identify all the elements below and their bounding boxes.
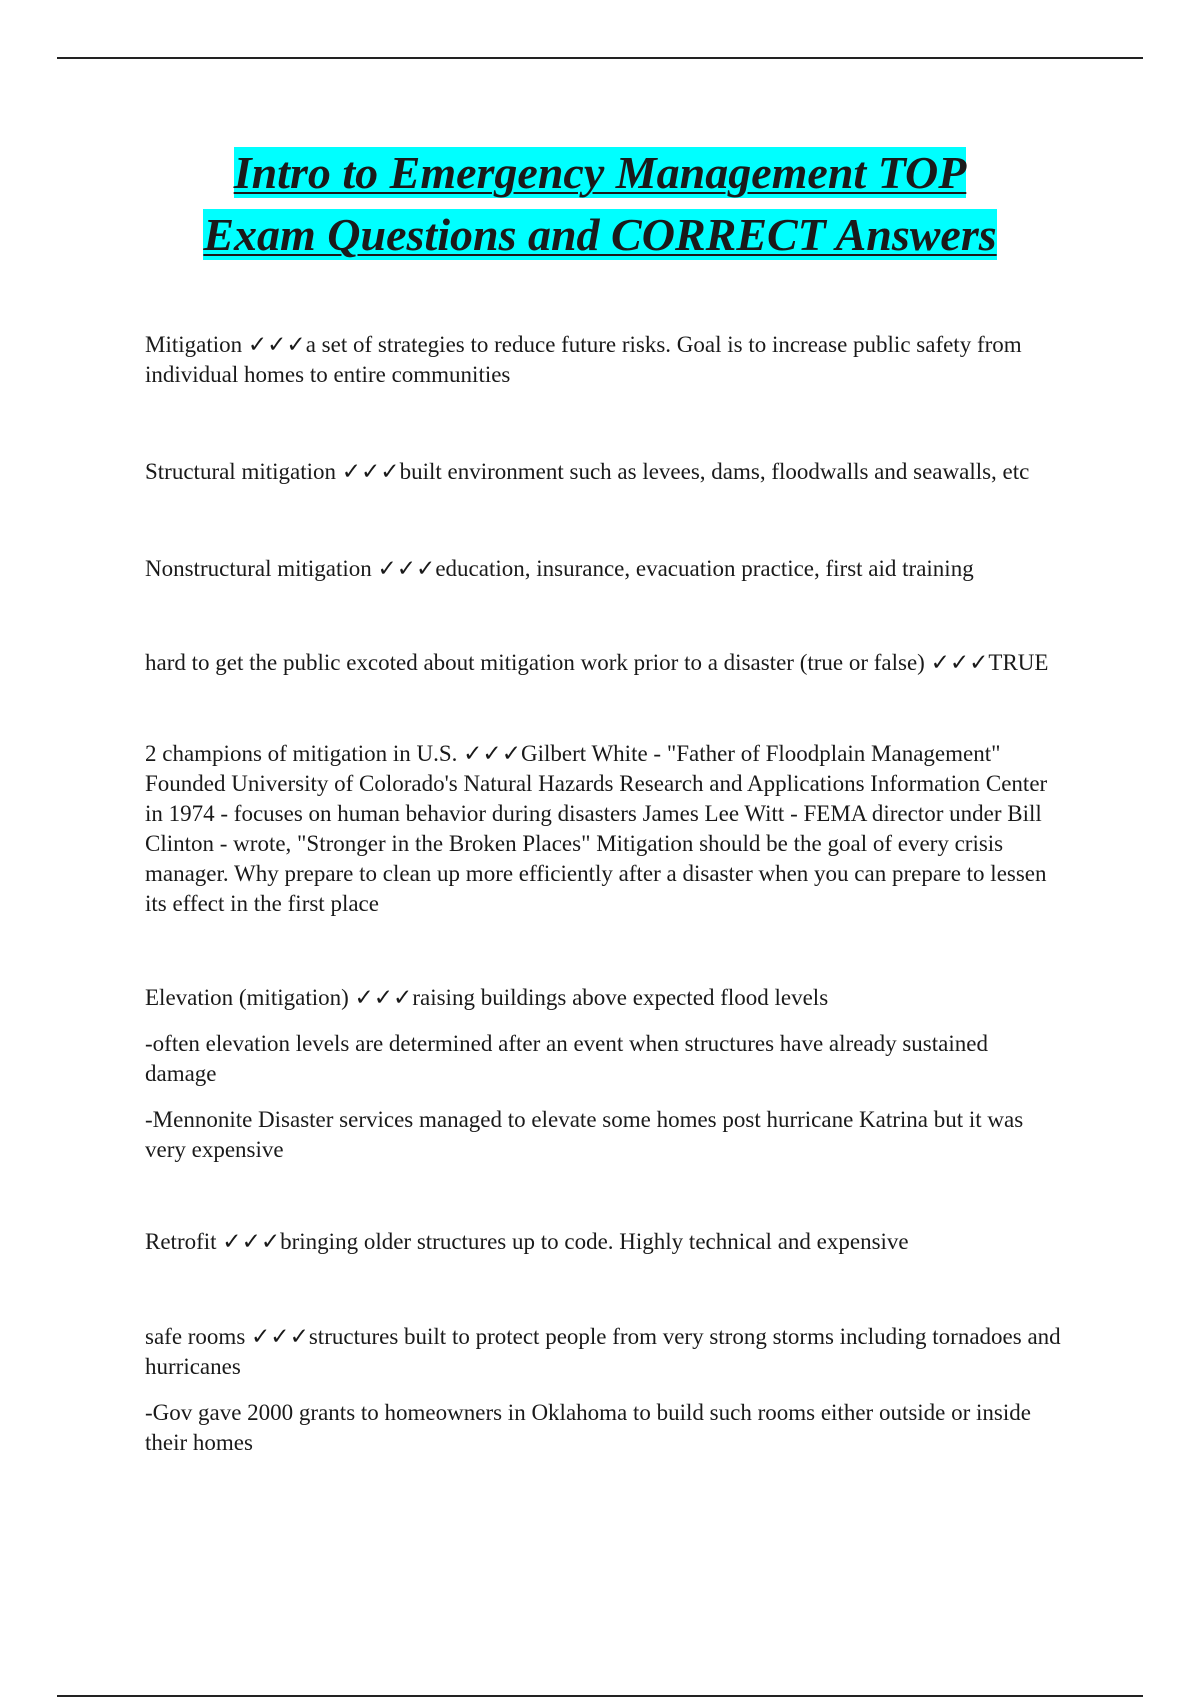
qa-question xyxy=(145,457,1065,487)
qa-answer: Gilbert White - "Father of Floodplain Management" Founded University of Colorado's Natural Hazards Research and Applications Information Center in 1974 - focuses on human behavior during disasters James Lee Witt - FEMA director under Bill Clinton - wrote, "Stronger in the Broken Places" Mitigation should be the goal of every crisis manager. Why prepare to clean up more efficiently after a disaster when you can prepare to lessen its effect in the first place xyxy=(145,741,1048,916)
qa-question xyxy=(145,1322,1065,1382)
qa-entry-mitigation xyxy=(145,330,1065,390)
qa-answer: raising buildings above expected flood levels xyxy=(412,985,829,1010)
qa-answer: education, insurance, evacuation practice, first aid training xyxy=(435,556,974,581)
qa-question xyxy=(145,1227,1065,1257)
qa-answer: a set of strategies to reduce future risks. Goal is to increase public safety from individual homes to entire communities xyxy=(145,332,1022,387)
qa-answer: bringing older structures up to code. Highly technical and expensive xyxy=(280,1229,909,1254)
checkmark-icon: ✓✓✓ xyxy=(463,741,521,766)
qa-entry-retrofit xyxy=(145,1227,1065,1257)
qa-answer: built environment such as levees, dams, floodwalls and seawalls, etc xyxy=(399,459,1030,484)
qa-term: Structural mitigation xyxy=(145,459,342,484)
qa-term: hard to get the public excoted about mitigation work prior to a disaster (true or false) xyxy=(145,650,931,675)
title-line-1: Intro to Emergency Management TOP xyxy=(233,147,967,198)
checkmark-icon: ✓✓✓ xyxy=(354,985,413,1010)
qa-answer: structures built to protect people from very strong storms including tornadoes and hurricanes xyxy=(145,1324,1061,1379)
qa-note: -Gov gave 2000 grants to homeowners in Oklahoma to build such rooms either outside or inside their homes xyxy=(145,1400,1031,1455)
qa-term: Mitigation xyxy=(145,332,248,357)
document-body xyxy=(145,330,1065,1458)
qa-note: -often elevation levels are determined after an event when structures have already sustained damage xyxy=(145,1031,988,1086)
checkmark-icon: ✓✓✓ xyxy=(251,1324,309,1349)
qa-question xyxy=(145,739,1065,919)
qa-entry-safe-rooms xyxy=(145,1322,1065,1458)
qa-question xyxy=(145,983,1065,1013)
qa-term: safe rooms xyxy=(145,1324,252,1349)
checkmark-icon: ✓✓✓ xyxy=(377,556,436,581)
qa-note: -Mennonite Disaster services managed to elevate some homes post hurricane Katrina but it was very expensive xyxy=(145,1107,1024,1162)
qa-entry-elevation xyxy=(145,983,1065,1165)
qa-entry-true-false xyxy=(145,646,1065,679)
title-line-2: Exam Questions and CORRECT Answers xyxy=(203,209,997,260)
qa-term: Retrofit xyxy=(145,1229,223,1254)
qa-entry-nonstructural-mitigation xyxy=(145,554,1065,584)
qa-term: Elevation (mitigation) xyxy=(145,985,355,1010)
qa-question xyxy=(145,330,1065,390)
checkmark-icon: ✓✓✓ xyxy=(222,1229,281,1254)
qa-entry-structural-mitigation xyxy=(145,457,1065,487)
qa-entry-champions xyxy=(145,739,1065,919)
checkmark-icon: ✓✓✓ xyxy=(341,459,400,484)
qa-question xyxy=(145,646,1065,679)
top-rule xyxy=(57,57,1143,59)
checkmark-icon: ✓✓✓ xyxy=(930,650,989,675)
checkmark-icon: ✓✓✓ xyxy=(247,332,306,357)
qa-answer: TRUE xyxy=(988,650,1049,675)
page-title xyxy=(0,142,1200,266)
qa-term: 2 champions of mitigation in U.S. xyxy=(145,741,464,766)
bottom-rule xyxy=(57,1695,1143,1697)
qa-term: Nonstructural mitigation xyxy=(145,556,378,581)
qa-question xyxy=(145,554,1065,584)
